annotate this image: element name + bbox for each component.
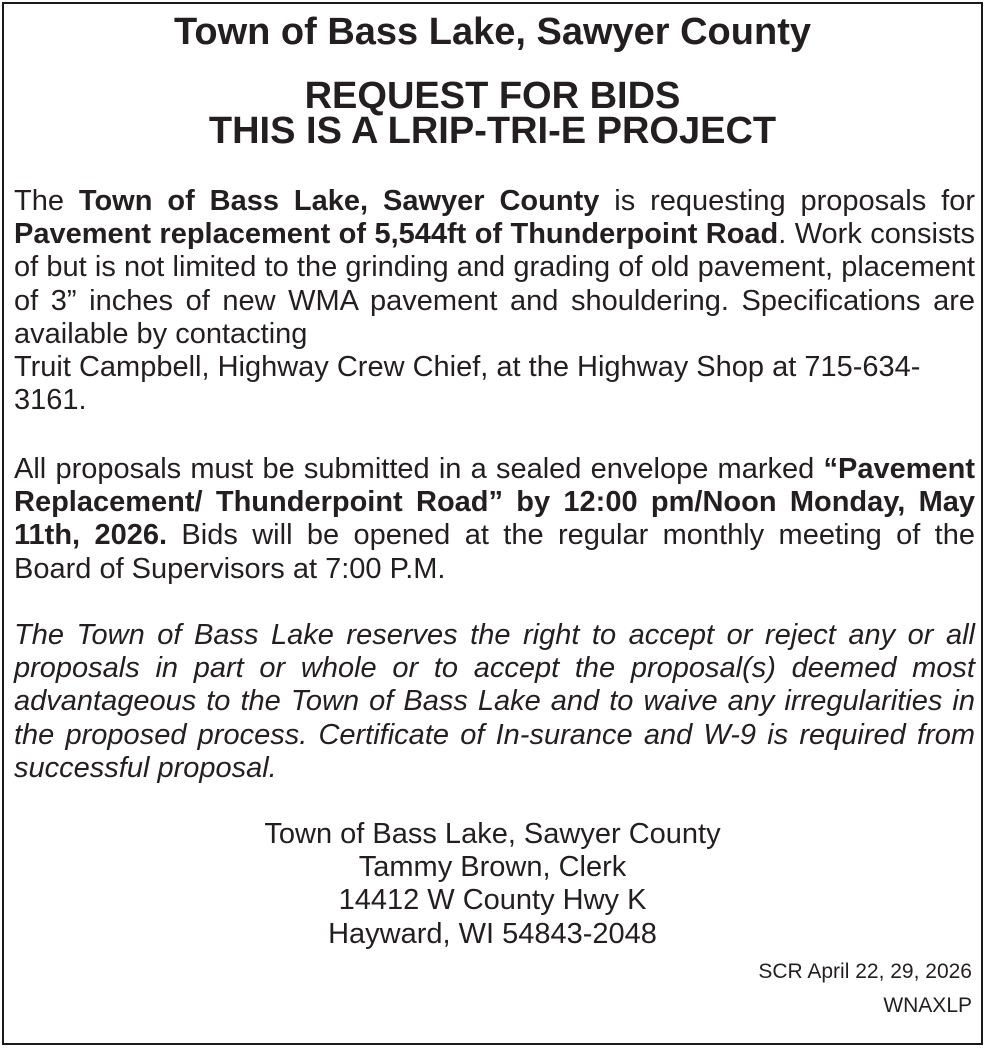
- proposal-paragraph: [14, 185, 975, 417]
- signature-address: 14412 W County Hwy K: [338, 884, 647, 917]
- signature-city: Hayward, WI 54843-2048: [328, 917, 657, 950]
- contact-line: Truit Campbell, Highway Crew Chief, at the Highway Shop at 715-634-3161.: [14, 351, 921, 417]
- submission-paragraph: [14, 453, 975, 586]
- legal-notice: [2, 2, 983, 1045]
- bold-town-name: Town of Bass Lake, Sawyer County: [78, 185, 600, 217]
- notice-title: Town of Bass Lake, Sawyer County: [173, 11, 811, 53]
- text-segment: All proposals must be submitted in a sealed envelope marked: [14, 453, 824, 485]
- text-segment: . Work consists of but is not limited to the grinding and grading of old pavement, placement of 3” inches of new WMA pavement and shouldering. Specifications are available by contacting: [14, 218, 975, 350]
- publication-code: WNAXLP: [883, 994, 972, 1017]
- heading-line-project: THIS IS A LRIP-TRI-E PROJECT: [208, 110, 777, 152]
- bids-heading: [4, 75, 981, 152]
- signature-clerk: Tammy Brown, Clerk: [358, 851, 627, 884]
- reservation-paragraph: The Town of Bass Lake reserves the right to accept or reject any or all proposals in part or whole or to accept the proposal(s) deemed most advantageous to the Town of Bass Lake and to waive any irregularities in the proposed process. Certificate of In-surance and W-9 is required from successful proposal.: [14, 619, 975, 784]
- text-segment: The: [14, 185, 79, 217]
- bold-project-name: Pavement replacement of 5,544ft of Thunderpoint Road: [14, 218, 779, 251]
- text-segment: is requesting proposals for: [599, 185, 975, 217]
- signature-block: [4, 818, 981, 951]
- heading-line-request: REQUEST FOR BIDS: [304, 75, 681, 117]
- text-segment: Bids will be opened at the regular monthly meeting of the Board of Supervisors at 7:00 P.M.: [14, 519, 975, 585]
- publication-dates: SCR April 22, 29, 2026: [758, 960, 972, 983]
- signature-town: Town of Bass Lake, Sawyer County: [264, 818, 721, 850]
- bold-deadline: “Pavement Replacement/ Thunderpoint Road” by 12:00 pm/Noon Monday, May 11th, 2026.: [14, 453, 975, 552]
